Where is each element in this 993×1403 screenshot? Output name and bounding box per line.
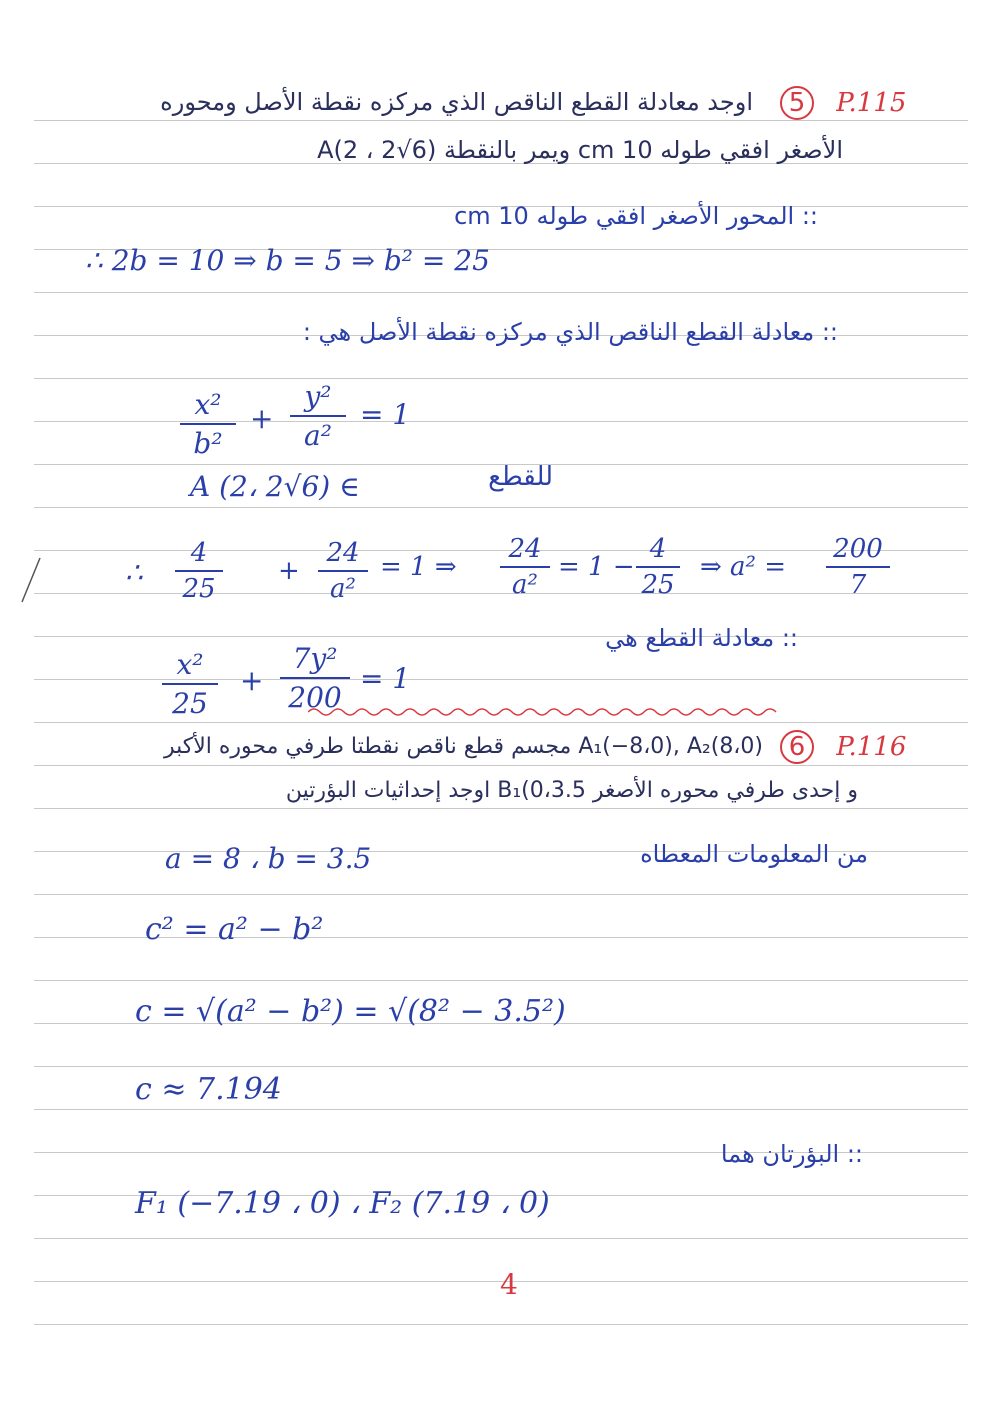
- ruled-line: [34, 378, 968, 379]
- q5-eq-label: :: معادلة القطع الناقص الذي مركزه نقطة الأصل هي :: [302, 318, 838, 346]
- ruled-line: [34, 808, 968, 809]
- ruled-line: [34, 1066, 968, 1067]
- section-divider-wavy: [308, 704, 778, 720]
- q5-answer-rhs: = 1: [360, 662, 411, 695]
- q5-frac-x2-25: x² 25: [162, 648, 218, 720]
- q5-page-ref: P.115: [836, 88, 907, 118]
- q5-eq-rhs: = 1: [360, 398, 411, 431]
- q5-statement-line2: الأصغر افقي طوله 10 cm ويمر بالنقطة A(2 ، 2√6): [317, 136, 843, 164]
- q6-foci: F₁ (−7.19 ، 0) ، F₂ (7.19 ، 0): [135, 1186, 550, 1221]
- q5-given: :: المحور الأصغر افقي طوله 10 cm: [454, 202, 818, 230]
- q5-answer-label: :: معادلة القطع هي: [605, 624, 798, 652]
- q6-c-approx: c ≈ 7.194: [135, 1072, 282, 1107]
- q5-eq-plus: +: [250, 402, 274, 435]
- q5-point-on-ar: للقطع: [488, 462, 553, 492]
- ruled-line: [34, 1238, 968, 1239]
- ruled-line: [34, 421, 968, 422]
- ruled-line: [34, 507, 968, 508]
- margin-pencil-mark: [18, 556, 44, 604]
- q5-frac-24-a2-b: 24 a²: [500, 534, 550, 600]
- q5-frac-4-25: 4 25: [175, 538, 223, 604]
- ruled-line: [34, 120, 968, 121]
- q5-frac-24-a2: 24 a²: [318, 538, 368, 604]
- q6-c-squared: c² = a² − b²: [145, 912, 324, 947]
- q5-sub-therefore: ∴: [125, 556, 143, 589]
- q6-foci-label: :: البؤرتان هما: [720, 1140, 863, 1168]
- ruled-line: [34, 722, 968, 723]
- q6-number-circle: 6: [780, 730, 814, 764]
- q5-sub-impl: ⇒ a² =: [700, 552, 787, 582]
- q5-frac-200-7: 200 7: [826, 534, 890, 600]
- q5-statement-line1: اوجد معادلة القطع الناقص الذي مركزه نقطة الأصل ومحوره: [160, 88, 753, 116]
- q6-c-root: c = √(a² − b²) = √(8² − 3.5²): [135, 994, 566, 1029]
- ruled-line: [34, 765, 968, 766]
- q6-statement-line1: A₁(−8،0), A₂(8،0) مجسم قطع ناقص نقطتا طرفي محوره الأكبر: [163, 734, 763, 759]
- q5-frac-7y2-200: 7y² 200: [280, 642, 350, 714]
- q5-frac-4-25-b: 4 25: [636, 534, 680, 600]
- ruled-line: [34, 1109, 968, 1110]
- ruled-line: [34, 636, 968, 637]
- q6-given-ar: من المعلومات المعطاه: [640, 840, 868, 868]
- q6-header: [780, 730, 906, 764]
- q6-given-vals: a = 8 ، b = 3.5: [165, 842, 372, 875]
- q5-step1: ∴ 2b = 10 ⇒ b = 5 ⇒ b² = 25: [85, 244, 490, 277]
- q5-frac-y2-a2: y² a²: [290, 380, 346, 452]
- ruled-line: [34, 980, 968, 981]
- q5-point-on: A (2، 2√6) ∈: [190, 470, 360, 503]
- q5-sub-rest2: = 1 −: [558, 552, 635, 582]
- ruled-line: [34, 894, 968, 895]
- q5-header: [780, 86, 906, 120]
- ruled-line: [34, 1324, 968, 1325]
- q5-number-circle: 5: [780, 86, 814, 120]
- q5-frac-x2-b2: x² b²: [180, 388, 236, 460]
- q6-page-ref: P.116: [836, 732, 907, 762]
- ruled-line: [34, 292, 968, 293]
- q5-sub-rest: = 1 ⇒: [380, 552, 457, 582]
- notebook-page: 5 P.115 اوجد معادلة القطع الناقص الذي مركزه نقطة الأصل ومحوره الأصغر افقي طوله 10 cm ويمر بالنقطة A(2 ، 2√6) :: المحور الأصغر افقي طوله 10 cm ∴ 2b = 10 ⇒ b = 5 ⇒ b² = 25 :: معادلة القطع الناقص الذي مركزه نقطة الأصل هي : x² b² + y² a² = 1 A (2، 2√6) ∈ للقطع ∴ 4 25 + 24 a² = 1 ⇒ 24 a² = 1 − 4 25 ⇒ a² = 200 7 :: معادلة القطع هي x² 25 + 7y² 200 = 1 6 P.116 A₁(−8،0), A₂(8،0) مجسم قطع ناقص نقطتا طرفي محوره الأكبر و إحدى طرفي محوره الأصغر B₁(0،3.5 اوجد إحداثيات البؤرتين a = 8 ، b = 3.5 من المعلومات المعطاه c² = a² − b² c = √(a² − b²) = √(8² − 3.5²) c ≈ 7.194 :: البؤرتان هما F₁ (−7.19 ، 0) ، F₂ (7.19 ، 0) 4: [0, 0, 993, 1403]
- q6-statement-line2: و إحدى طرفي محوره الأصغر B₁(0،3.5 اوجد إحداثيات البؤرتين: [285, 778, 858, 803]
- page-number: 4: [500, 1268, 518, 1301]
